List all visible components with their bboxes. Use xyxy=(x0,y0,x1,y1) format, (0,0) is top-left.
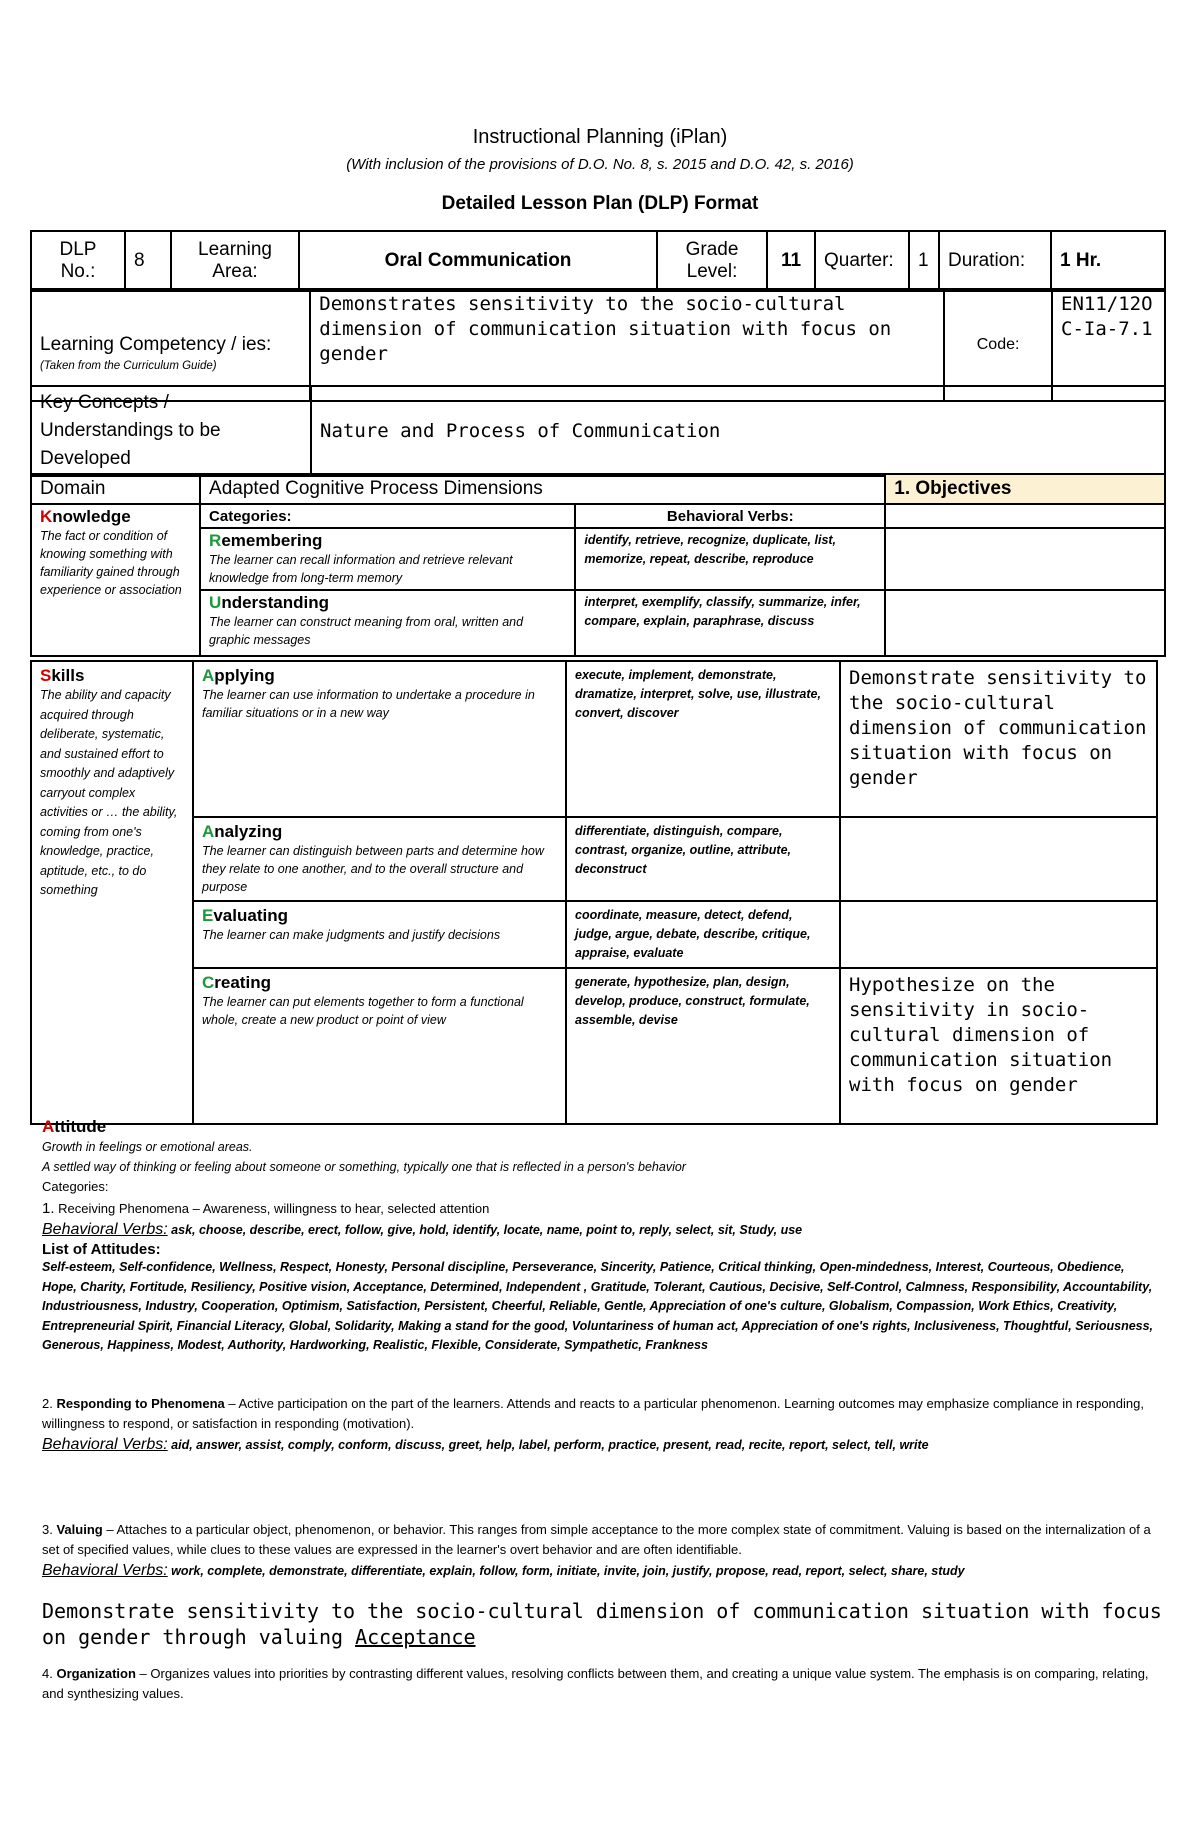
remembering-title: Remembering xyxy=(209,531,323,550)
remembering-desc: The learner can recall information and retrieve relevant knowledge from long-term memory xyxy=(209,553,513,585)
attitudes-list-label: List of Attitudes: xyxy=(42,1241,161,1258)
code-label: Code: xyxy=(944,289,1052,401)
receiving-verbs: Behavioral Verbs: ask, choose, describe, erect, follow, give, hold, identify, locate, name, point to, reply, select, sit, Study, use xyxy=(42,1221,803,1238)
creating-desc: The learner can put elements together to form a functional whole, create a new product or point of view xyxy=(202,995,524,1027)
concepts-table xyxy=(30,385,1166,477)
understanding-desc: The learner can construct meaning from oral, written and graphic messages xyxy=(209,615,524,647)
info-table xyxy=(30,230,1166,292)
grade-value: 11 xyxy=(767,231,815,291)
objective-creating: Hypothesize on the sensitivity in socio-cultural dimension of communication situation with focus on gender xyxy=(840,968,1157,1124)
applying-desc: The learner can use information to undertake a procedure in familiar situations or in a new way xyxy=(202,688,535,720)
receiving-item: 1. Receiving Phenomena – Awareness, willingness to hear, selected attention xyxy=(42,1200,490,1217)
applying-verbs: execute, implement, demonstrate, dramatize, interpret, solve, use, illustrate, convert, discover xyxy=(566,661,840,817)
valuing-item: 3. Valuing – Attaches to a particular object, phenomenon, or behavior. This ranges from simple acceptance to the more complex state of commitment. Valuing is based on the internalization of a set of specified values, while clues to these values are expressed in the learner's overt behavior and are often identifiable. xyxy=(42,1521,1151,1557)
concepts-text: Nature and Process of Communication xyxy=(311,386,1165,476)
area-label: Learning Area: xyxy=(171,231,299,291)
objective-evaluating xyxy=(840,901,1157,968)
competency-text: Demonstrates sensitivity to the socio-cultural dimension of communication situation with focus on gender xyxy=(319,293,892,365)
analyzing-cell xyxy=(193,817,566,901)
page-subtitle: (With inclusion of the provisions of D.O. No. 8, s. 2015 and D.O. 42, s. 2016) xyxy=(346,156,854,173)
evaluating-title: Evaluating xyxy=(202,906,288,925)
dlp-value: 8 xyxy=(125,231,171,291)
applying-cell xyxy=(193,661,566,817)
understanding-title: Understanding xyxy=(209,593,329,612)
remembering-cell xyxy=(200,528,575,590)
valuing-value: Acceptance xyxy=(355,1624,476,1649)
skills-desc: The ability and capacity acquired through deliberate, systematic, and sustained effort to smoothly and adaptively carryout complex activities or … the ability, coming from one's knowledge, practice, aptitude, etc., to do something xyxy=(40,688,178,897)
code-value: EN11/12OC-Ia-7.1 xyxy=(1061,293,1153,340)
verbs-label: Behavioral Verbs: xyxy=(575,504,885,528)
knowledge-desc: The fact or condition of knowing something with familiarity gained through experience or association xyxy=(40,529,182,597)
domain-table xyxy=(30,473,1166,657)
evaluating-verbs: coordinate, measure, detect, defend, judge, argue, debate, describe, critique, appraise, evaluate xyxy=(566,901,840,968)
skills-table xyxy=(30,660,1158,1125)
attitude-line1: Growth in feelings or emotional areas. xyxy=(42,1140,253,1154)
understanding-cell xyxy=(200,590,575,656)
objective-understanding xyxy=(885,590,1165,656)
attitude-title: Attitude xyxy=(42,1117,107,1136)
area-value: Oral Communication xyxy=(299,231,657,291)
analyzing-verbs: differentiate, distinguish, compare, contrast, organize, outline, attribute, deconstruct xyxy=(566,817,840,901)
objective-applying: Demonstrate sensitivity to the socio-cultural dimension of communication situation with focus on gender xyxy=(840,661,1157,817)
remembering-verbs: identify, retrieve, recognize, duplicate, list, memorize, repeat, describe, reproduce xyxy=(575,528,885,590)
valuing-objective: Demonstrate sensitivity to the socio-cultural dimension of communication situation with focus on gender through valuing Acceptance xyxy=(42,1598,1162,1649)
page-title: Instructional Planning (iPlan) xyxy=(472,126,728,148)
attitudes-list: Self-esteem, Self-confidence, Wellness, Respect, Honesty, Personal discipline, Perseverance, Sincerity, Patience, Critical thinking, Open-mindedness, Interest, Courteous, Obedience, Hope, Charity, Fortitude, Resiliency, Positive vision, Acceptance, Determined, Independent , Gratitude, Tolerant, Cautious, Decisive, Self-Control, Calmness, Responsibility, Accountability, Industriousness, Industry, Cooperation, Optimism, Satisfaction, Persistent, Cheerful, Reliable, Gentle, Appreciation of one's culture, Globalism, Compassion, Work Ethics, Creativity, Entrepreneurial Spirit, Financial Literacy, Global, Solidarity, Making a stand for the good, Voluntariness of human act, Appreciation of one's rights, Inclusiveness, Thoughtful, Seriousness, Generous, Happiness, Modest, Authority, Hardworking, Realistic, Flexible, Considerate, Sympathetic, Frankness xyxy=(42,1260,1154,1352)
skills-cell xyxy=(31,661,193,1124)
concepts-label: Key Concepts / Understandings to be Developed xyxy=(31,386,311,476)
objective-blank-0 xyxy=(885,504,1165,528)
objectives-label: 1. Objectives xyxy=(885,474,1165,504)
quarter-value: 1 xyxy=(909,231,939,291)
knowledge-cell xyxy=(31,504,200,656)
valuing-verbs: Behavioral Verbs: work, complete, demonstrate, differentiate, explain, follow, form, initiate, invite, join, justify, propose, read, report, select, share, study xyxy=(42,1561,965,1579)
attitude-categories: Categories: xyxy=(42,1179,109,1194)
format-title: Detailed Lesson Plan (DLP) Format xyxy=(441,193,759,214)
organization-item: 4. Organization – Organizes values into priorities by contrasting different values, resolving conflicts between them, and creating a unique value system. The emphasis is on comparing, relating, and synthesizing values. xyxy=(42,1665,1149,1701)
process-label: Adapted Cognitive Process Dimensions xyxy=(200,474,885,504)
applying-title: Applying xyxy=(202,666,275,685)
responding-verbs: Behavioral Verbs: aid, answer, assist, comply, conform, discuss, greet, help, label, perform, practice, present, read, recite, report, select, tell, write xyxy=(42,1435,929,1453)
domain-label: Domain xyxy=(31,474,200,504)
responding-item: 2. Responding to Phenomena – Active participation on the part of the learners. Attends and reacts to a particular phenomenon. Learning outcomes may emphasize compliance in responding, willingness to respond, or satisfaction in responding (motivation). xyxy=(42,1395,1144,1431)
evaluating-cell xyxy=(193,901,566,968)
objective-remembering xyxy=(885,528,1165,590)
dlp-label: DLP No.: xyxy=(31,231,125,291)
duration-value: 1 Hr. xyxy=(1051,231,1165,291)
categories-label: Categories: xyxy=(200,504,575,528)
analyzing-desc: The learner can distinguish between parts and determine how they relate to one another, and to the overall structure and purpose xyxy=(202,844,544,894)
skills-title: Skills xyxy=(40,666,85,685)
analyzing-title: Analyzing xyxy=(202,822,283,841)
duration-label: Duration: xyxy=(939,231,1051,291)
understanding-verbs: interpret, exemplify, classify, summarize, infer, compare, explain, paraphrase, discuss xyxy=(575,590,885,656)
objective-analyzing xyxy=(840,817,1157,901)
attitude-line2: A settled way of thinking or feeling about someone or something, typically one that is reflected in a person's behavior xyxy=(42,1160,686,1174)
competency-label: Learning Competency / ies: xyxy=(40,334,272,355)
attitude-section xyxy=(42,1117,1162,1704)
grade-label: Grade Level: xyxy=(657,231,767,291)
quarter-label: Quarter: xyxy=(815,231,909,291)
creating-title: Creating xyxy=(202,973,271,992)
creating-cell xyxy=(193,968,566,1124)
competency-note: (Taken from the Curriculum Guide) xyxy=(40,360,217,372)
knowledge-title: Knowledge xyxy=(40,507,131,526)
evaluating-desc: The learner can make judgments and justify decisions xyxy=(202,928,501,942)
creating-verbs: generate, hypothesize, plan, design, develop, produce, construct, formulate, assemble, devise xyxy=(566,968,840,1124)
